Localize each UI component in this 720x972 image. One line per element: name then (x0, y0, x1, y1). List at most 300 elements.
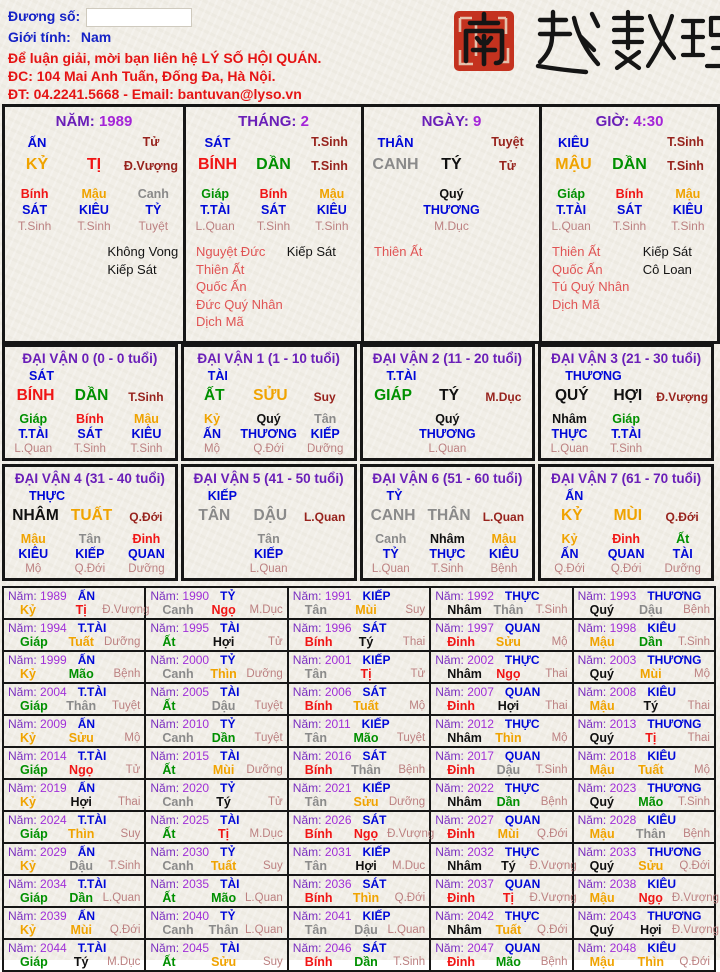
year-label: Năm: 2003 (577, 653, 637, 667)
year-god: THƯƠNG (647, 717, 702, 731)
hidden-stem-stage: T.Sinh (130, 443, 163, 455)
year-stem: Nhâm (447, 795, 482, 809)
hidden-stem-stage: T.Sinh (17, 219, 52, 233)
year-stage: Bệnh (113, 668, 141, 680)
year-label: Năm: 2032 (435, 845, 494, 859)
hidden-stem-stage: T.Sinh (73, 443, 106, 455)
year-branch: Thìn (495, 731, 522, 745)
year-stem: Ất (162, 827, 176, 841)
pillar-title (542, 110, 717, 135)
pillar-box (5, 107, 183, 341)
year-branch: Hợi (70, 795, 92, 809)
year-label: Năm: 1994 (8, 621, 67, 635)
daivan-main (363, 387, 533, 410)
year-branch: Thìn (210, 667, 237, 681)
year-stage: Đ.Vượng (671, 924, 720, 936)
hidden-stem: Giáp (201, 187, 230, 201)
daivan-box (538, 464, 714, 581)
hidden-stem-stage: L.Quan (14, 443, 53, 455)
hidden-stems (5, 532, 175, 577)
daivan-branch: DẦN (74, 387, 109, 404)
daivan-title: ĐẠI VẬN 3 (21 - 30 tuổi) (551, 351, 702, 366)
year-label: Năm: 2040 (150, 909, 210, 923)
hidden-stem-god: SÁT (260, 203, 286, 217)
year-stage: Tuyệt (254, 700, 283, 712)
daivan-branch: MÙI (613, 507, 643, 524)
hidden-stem-stage: Dưỡng (128, 563, 165, 575)
year-label: Năm: 2030 (150, 845, 210, 859)
daivan-stage: T.Sinh (128, 390, 164, 404)
pillar-stage-bottom: T.Sinh (667, 159, 704, 173)
year-cell (145, 779, 287, 811)
calligraphy-logo (452, 6, 714, 76)
hidden-stem: Mậu (133, 412, 159, 426)
hidden-stem: Bính (615, 187, 644, 201)
year-stage: Dưỡng (246, 668, 283, 680)
year-label: Năm: 2009 (8, 717, 67, 731)
pillar-title-label: THÁNG: (238, 113, 297, 130)
pillar-title-label: NĂM: (55, 113, 95, 130)
year-god: TỶ (220, 909, 236, 923)
hidden-stem: Tân (257, 532, 280, 546)
year-branch: Ngọ (69, 763, 94, 777)
year-cell (430, 939, 572, 971)
year-branch: Tuất (495, 923, 522, 937)
hidden-stem: Kỷ (204, 412, 221, 426)
hidden-stems (363, 532, 533, 577)
year-god: T.TÀI (77, 621, 107, 635)
year-branch: Thân (351, 763, 381, 777)
year-god: THƯƠNG (647, 589, 702, 603)
year-branch: Tý (643, 699, 659, 713)
hidden-stem-stage: L.Quan (551, 219, 591, 233)
hidden-stem-stage: L.Quan (550, 443, 589, 455)
glyph-viet (538, 12, 598, 72)
year-god: KIẾP (362, 589, 391, 603)
pillar-title (364, 110, 539, 135)
year-label: Năm: 2041 (292, 909, 352, 923)
hidden-stem: Đinh (612, 532, 640, 546)
year-branch: Ngọ (353, 827, 379, 841)
year-stage: T.Sinh (108, 860, 141, 872)
year-cell (573, 907, 720, 939)
year-stem: Nhâm (447, 603, 482, 617)
year-stage: Thai (687, 700, 710, 712)
year-stage: Mộ (693, 668, 710, 680)
year-god: THƯƠNG (647, 845, 702, 859)
gioi-tinh-row (8, 27, 448, 48)
year-label: Năm: 2006 (292, 685, 352, 699)
year-stage: Bệnh (540, 796, 568, 808)
year-stage: Bệnh (398, 764, 426, 776)
year-branch: Thìn (352, 891, 380, 905)
year-cell (430, 875, 577, 907)
year-label: Năm: 2018 (577, 749, 637, 763)
year-god: TỶ (220, 653, 236, 667)
pillar-title-value: 4:30 (633, 113, 664, 130)
pillar-box (539, 107, 717, 341)
year-label: Năm: 1999 (8, 653, 67, 667)
hidden-stem-god: KIÊU (18, 547, 49, 561)
year-stage: Suy (262, 860, 283, 872)
year-label: Năm: 2002 (435, 653, 494, 667)
year-label: Năm: 2027 (435, 813, 494, 827)
year-stem: Kỷ (20, 667, 36, 681)
year-cell (3, 939, 145, 971)
year-god: QUAN (504, 685, 541, 699)
star-item: Quốc Ấn (552, 261, 603, 277)
year-label: Năm: 2028 (577, 813, 637, 827)
hidden-stem-god: THỰC (551, 427, 588, 441)
year-god: QUAN (504, 941, 541, 955)
daivan-main (541, 507, 711, 530)
year-cell (145, 587, 287, 619)
year-branch: Tuất (638, 763, 664, 777)
hidden-stem-stage: T.Sinh (77, 219, 111, 233)
year-cell (145, 651, 287, 683)
year-label: Năm: 2034 (8, 877, 67, 891)
year-branch: Tị (75, 603, 87, 617)
year-stage: Tử (410, 668, 426, 680)
hidden-stem-stage: Q.Đới (253, 443, 284, 455)
hidden-stems (364, 186, 539, 234)
year-label: Năm: 2000 (150, 653, 210, 667)
daivan-title: ĐẠI VẬN 4 (31 - 40 tuổi) (14, 471, 165, 486)
star-item: Quốc Ấn (196, 279, 247, 294)
year-branch: Mùi (355, 603, 377, 617)
year-god: TỶ (220, 717, 236, 731)
year-god: THƯƠNG (647, 909, 702, 923)
year-stage: Suy (262, 956, 283, 968)
year-branch: Sửu (211, 955, 237, 969)
year-stem: Tân (304, 859, 328, 873)
year-label: Năm: 2046 (292, 941, 352, 955)
year-branch: Mùi (212, 763, 235, 777)
year-stem: Ất (162, 635, 176, 649)
year-branch: Mùi (70, 923, 92, 937)
year-branch: Hợi (355, 859, 377, 873)
contact-line-1: Để luận giải, mời bạn liên hệ LÝ SỐ HỘI QUÁN. (8, 50, 322, 66)
year-label: Năm: 2015 (150, 749, 210, 763)
year-stage: Mộ (551, 732, 568, 744)
year-god: ẤN (77, 909, 96, 923)
year-stage: T.Sinh (535, 604, 568, 616)
stars-black-list (287, 243, 361, 331)
year-label: Năm: 2005 (150, 685, 210, 699)
daivan-title: ĐẠI VẬN 6 (51 - 60 tuổi) (372, 471, 523, 486)
hidden-stem: Giáp (19, 412, 48, 426)
hidden-stems (5, 186, 183, 234)
year-label: Năm: 2001 (292, 653, 352, 667)
stars (542, 243, 717, 313)
year-cell (3, 779, 145, 811)
stars (364, 243, 539, 261)
duong-so-label: Đương số: (8, 8, 81, 24)
year-branch: Thìn (637, 955, 664, 969)
year-stage: Tuyệt (396, 732, 426, 744)
year-branch: Hợi (497, 699, 520, 713)
year-cell (288, 939, 430, 971)
year-label: Năm: 2024 (8, 813, 67, 827)
year-stem: Đinh (447, 891, 475, 905)
pillar-stage-bottom: Đ.Vượng (123, 159, 178, 173)
gioi-tinh-label: Giới tính: (8, 29, 71, 45)
year-stage: Dưỡng (246, 764, 283, 776)
hidden-stem-god: QUAN (128, 547, 165, 561)
year-label: Năm: 2036 (292, 877, 352, 891)
pillar-branch: DẦN (612, 156, 647, 173)
year-stem: Giáp (20, 635, 48, 649)
year-stage: Thai (545, 668, 568, 680)
year-stage: Đ.Vượng (529, 860, 577, 872)
year-stem: Mậu (589, 699, 615, 713)
pillar-title-value: 9 (473, 113, 482, 130)
year-stem: Bính (304, 699, 333, 713)
year-god: KIẾP (362, 845, 391, 859)
pillar-stage-bottom: Tử (499, 159, 516, 173)
year-cell (3, 875, 145, 907)
year-god: SÁT (362, 749, 387, 763)
year-cell (288, 907, 430, 939)
year-stem: Giáp (20, 699, 48, 713)
year-stage: Mộ (124, 732, 141, 744)
year-stage: M.Dục (249, 604, 283, 616)
hidden-stems (363, 412, 533, 457)
year-stage: Q.Đới (679, 860, 710, 872)
year-branch: Dần (69, 891, 94, 905)
daivan-main (5, 507, 175, 530)
year-stem: Quý (589, 859, 614, 873)
hidden-stems (541, 412, 711, 457)
year-stem: Đinh (447, 827, 475, 841)
year-branch: Dậu (211, 699, 236, 713)
year-cell (145, 747, 287, 779)
year-branch: Dậu (354, 923, 378, 937)
daivan-god: TỶ (386, 489, 403, 503)
year-god: T.TÀI (77, 813, 107, 827)
year-god: TÀI (220, 621, 240, 635)
hidden-stem-stage: L.Quan (195, 219, 235, 233)
year-cell (145, 715, 287, 747)
year-label: Năm: 1991 (292, 589, 352, 603)
hidden-stem-god: T.TÀI (611, 427, 642, 441)
daivan-god: SÁT (29, 369, 54, 383)
year-god: SÁT (362, 877, 387, 891)
year-branch: Ngọ (211, 603, 236, 617)
year-cell (3, 843, 145, 875)
year-god: THỰC (504, 909, 540, 923)
year-label: Năm: 2021 (292, 781, 352, 795)
daivan-box (538, 344, 714, 461)
hidden-stem-stage: Dưỡng (307, 443, 344, 455)
year-branch: Mão (495, 955, 521, 969)
year-god: ẤN (77, 845, 96, 859)
year-stem: Nhâm (447, 731, 482, 745)
year-stem: Quý (589, 731, 614, 745)
star-item: Đức Quý Nhân (196, 296, 283, 312)
year-stem: Mậu (589, 763, 615, 777)
year-cell (3, 683, 145, 715)
hidden-stem: Ất (676, 532, 690, 546)
year-god: TỶ (220, 845, 236, 859)
year-stem: Canh (162, 667, 194, 681)
year-stage: T.Sinh (678, 636, 710, 648)
year-stage: Q.Đới (537, 828, 568, 840)
daivan-stage: L.Quan (303, 510, 346, 524)
year-god: TÀI (220, 941, 240, 955)
year-branch: Thìn (68, 827, 95, 841)
daivan-god: TÀI (207, 369, 228, 383)
year-label: Năm: 2007 (435, 685, 494, 699)
year-cell (3, 619, 145, 651)
year-branch: Dần (211, 731, 236, 745)
star-item: Nguyệt Đức (196, 244, 266, 259)
year-stem: Nhâm (447, 923, 482, 937)
year-stage: Bệnh (683, 604, 710, 616)
hidden-stem: Bính (75, 412, 104, 426)
year-branch: Sửu (68, 731, 94, 745)
year-stem: Ất (162, 891, 176, 905)
year-stem: Quý (589, 923, 614, 937)
year-stage: M.Dục (249, 828, 283, 840)
year-god: TÀI (220, 749, 240, 763)
year-cell (288, 587, 430, 619)
star-item: Kiếp Sát (286, 244, 336, 259)
year-stem: Quý (589, 667, 614, 681)
daivan-branch: HỢI (613, 387, 643, 404)
pillar-branch: DẦN (256, 156, 291, 173)
hidden-stem-god: SÁT (22, 203, 48, 217)
year-cell (3, 747, 145, 779)
year-god: KIẾP (361, 717, 390, 731)
duong-so-input[interactable] (86, 8, 192, 27)
daivan-stage: Đ.Vượng (656, 390, 709, 404)
daivan-title: ĐẠI VẬN 7 (61 - 70 tuổi) (551, 471, 702, 486)
pillar-main (5, 135, 183, 181)
year-god: KIẾP (362, 653, 391, 667)
daivan-stem: KỶ (561, 507, 583, 524)
daivan-main (541, 387, 711, 410)
year-stage: Thai (118, 796, 141, 808)
year-god: T.TÀI (77, 877, 107, 891)
year-label: Năm: 1996 (292, 621, 352, 635)
daivan-stem: ẤT (203, 387, 225, 404)
hidden-stem-stage: T.Sinh (315, 219, 349, 233)
hidden-stem-stage: Mộ (25, 563, 42, 575)
year-cell (430, 747, 572, 779)
daivan-box (2, 344, 178, 461)
hidden-stem: Bính (20, 187, 49, 201)
star-item: Thiên Ất (196, 261, 245, 277)
daivan-main (184, 507, 354, 530)
year-cell (430, 587, 572, 619)
year-label: Năm: 2017 (435, 749, 494, 763)
pillar-stage-top: Tử (142, 135, 160, 149)
year-god: THƯƠNG (647, 653, 702, 667)
year-label: Năm: 2011 (292, 717, 351, 731)
stars-black-list (465, 243, 539, 261)
hidden-stem-stage: T.Sinh (610, 443, 643, 455)
year-branch: Mùi (497, 827, 520, 841)
hidden-stem-god: T.TÀI (556, 203, 587, 217)
stars (5, 243, 183, 278)
year-stem: Canh (162, 859, 194, 873)
year-cell (288, 619, 430, 651)
year-label: Năm: 2012 (435, 717, 494, 731)
year-label: Năm: 2043 (577, 909, 637, 923)
hidden-stem-stage: Q.Đới (74, 563, 106, 575)
year-god: SÁT (362, 621, 387, 635)
year-stem: Bính (304, 635, 333, 649)
hidden-stem: Kỷ (561, 532, 578, 546)
hidden-stem-stage: T.Sinh (612, 219, 647, 233)
daivan-branch: SỬU (253, 387, 288, 404)
daivan-stem: QUÝ (555, 387, 589, 404)
year-label: Năm: 2038 (577, 877, 637, 891)
star-item: Thiên Ất (374, 244, 423, 259)
year-stage: Q.Đới (679, 956, 710, 968)
daivan-stage: Q.Đới (129, 510, 163, 524)
star-item: Kiếp Sát (107, 261, 157, 277)
year-god: ẤN (77, 781, 96, 795)
duong-so-row (8, 6, 448, 27)
year-stage: Tuyệt (112, 700, 141, 712)
hidden-stems (184, 532, 354, 577)
year-stem: Giáp (20, 763, 48, 777)
year-stem: Kỷ (20, 859, 36, 873)
year-cell (430, 651, 572, 683)
pillar-title-label: NGÀY: (421, 113, 469, 130)
year-stage: Tử (268, 636, 283, 648)
year-stem: Mậu (589, 955, 615, 969)
hidden-stem: Đinh (132, 532, 161, 546)
year-branch: Tị (360, 667, 372, 681)
year-branch: Dậu (638, 603, 663, 617)
pillar-branch: TÝ (441, 156, 462, 173)
year-god: KIẾP (362, 781, 391, 795)
year-stem: Ất (162, 955, 176, 969)
year-god: QUAN (504, 877, 541, 891)
year-label: Năm: 2004 (8, 685, 67, 699)
year-stem: Nhâm (447, 859, 482, 873)
year-cell (573, 683, 715, 715)
daivan-main (5, 387, 175, 410)
year-label: Năm: 2039 (8, 909, 67, 923)
daivan-stem: BÍNH (16, 387, 55, 404)
year-god: KIÊU (647, 813, 676, 827)
hidden-stem-stage: Bệnh (490, 563, 518, 575)
hidden-stem: Quý (439, 187, 464, 201)
year-branch: Tý (501, 859, 516, 873)
year-label: Năm: 1997 (435, 621, 494, 635)
star-item: Dịch Mã (196, 314, 244, 329)
year-god: TÀI (220, 813, 240, 827)
year-god: KIÊU (647, 749, 676, 763)
daivan-title: ĐẠI VẬN 5 (41 - 50 tuổi) (193, 471, 344, 486)
year-god: KIÊU (647, 621, 676, 635)
year-cell (573, 779, 715, 811)
hidden-stem: Quý (435, 412, 460, 426)
year-label: Năm: 2047 (435, 941, 494, 955)
star-item: Tú Quý Nhân (552, 279, 630, 294)
year-cell (145, 619, 287, 651)
year-cell (430, 779, 572, 811)
year-stage: T.Sinh (535, 764, 568, 776)
hidden-stem: Nhâm (430, 532, 465, 546)
year-god: THỰC (504, 653, 540, 667)
year-cell (288, 747, 430, 779)
year-label: Năm: 1992 (435, 589, 494, 603)
